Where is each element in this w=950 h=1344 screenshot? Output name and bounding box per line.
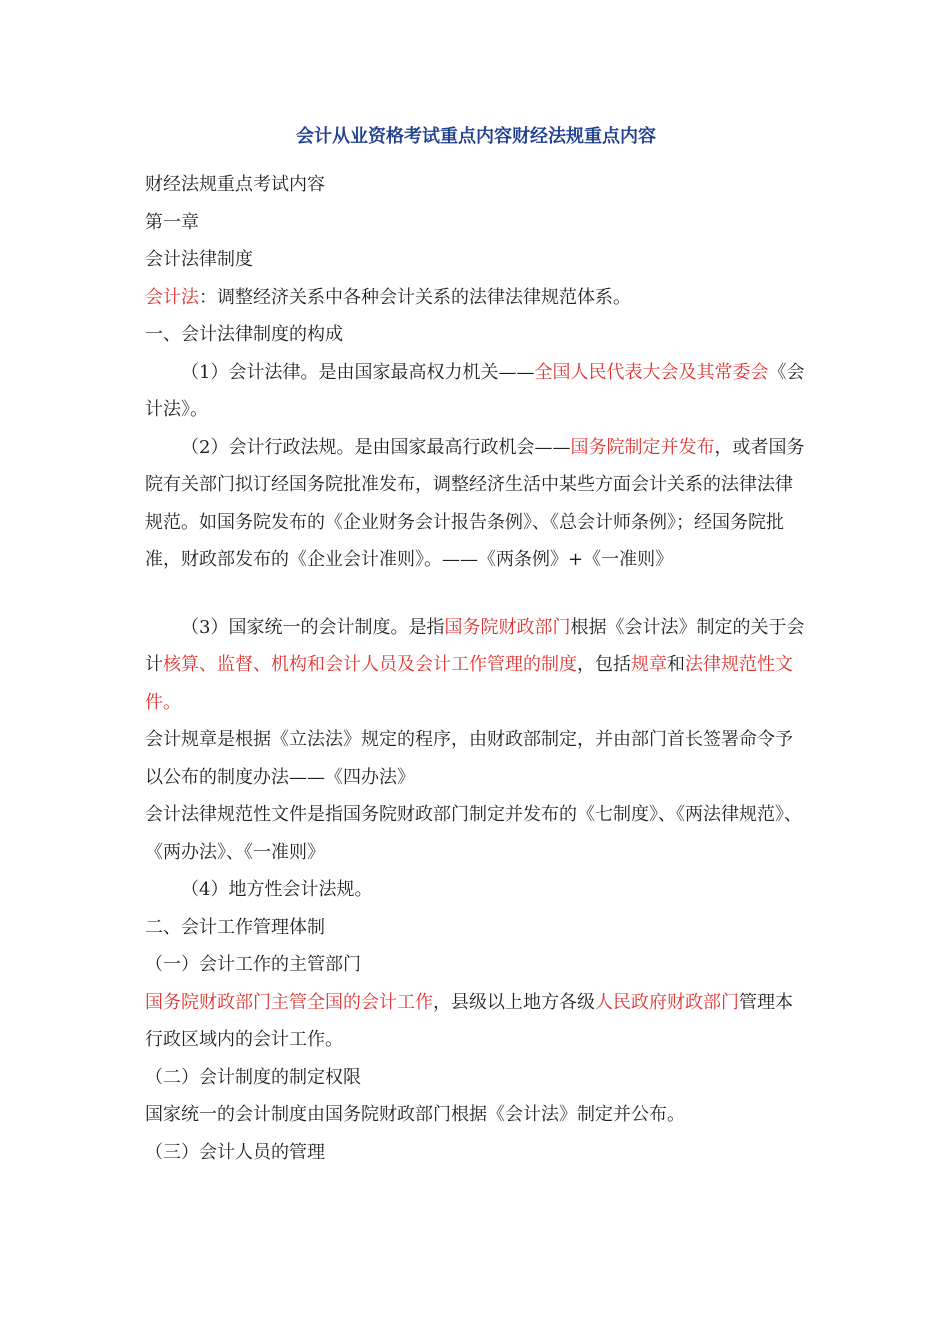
paragraph: 会计法律规范性文件是指国务院财政部门制定并发布的《七制度》、《两法律规范》、《两办法》、《一准则》 bbox=[145, 804, 802, 863]
text-span: 和 bbox=[667, 654, 685, 675]
paragraph bbox=[145, 984, 807, 1059]
text-span: ：调整经济关系中各种会计关系的法律法律规范体系。 bbox=[199, 286, 631, 308]
spacer bbox=[145, 579, 807, 609]
paragraph bbox=[145, 429, 807, 579]
subsection-heading: （二）会计制度的制定权限 bbox=[145, 1066, 361, 1088]
text-span: ，包括 bbox=[577, 654, 631, 675]
text-span: ，或者国务院有关部门拟订经国务院批准发布，调整经济生活中某些方面会计关系的法律法律规范。如国务院发布的《企业财务会计报告条例》、《总会计师条例》；经国务院批准，财政部发布的《企业会计准则》。——《两条例》+《一准则》 bbox=[145, 436, 805, 570]
text-span: （2）会计行政法规。是由国家最高行政机会—— bbox=[181, 436, 571, 458]
section-heading: 一、会计法律制度的构成 bbox=[145, 324, 343, 345]
paragraph: 国家统一的会计制度由国务院财政部门根据《会计法》制定并公布。 bbox=[145, 1104, 685, 1125]
definition-paragraph bbox=[145, 279, 807, 317]
highlight-text: 法律规范性文件。 bbox=[145, 654, 793, 713]
highlight-text: 人民政府财政部门 bbox=[595, 991, 739, 1013]
text-span: 根据《会计法》制定的关于会计 bbox=[145, 616, 805, 675]
highlight-text: 会计法 bbox=[145, 286, 199, 308]
section-heading: 二、会计工作管理体制 bbox=[145, 916, 325, 938]
document-body bbox=[145, 118, 807, 1171]
chapter-title: 会计法律制度 bbox=[145, 249, 253, 270]
chapter-heading: 第一章 bbox=[145, 211, 199, 233]
paragraph: 会计规章是根据《立法法》规定的程序，由财政部制定，并由部门首长签署命令予以公布的制度办法——《四办法》 bbox=[145, 729, 793, 788]
highlight-text: 核算、监督、机构和会计人员及会计工作管理的制度 bbox=[163, 654, 577, 675]
text-span: 《会计法》。 bbox=[145, 361, 805, 420]
subsection-heading: （三）会计人员的管理 bbox=[145, 1141, 325, 1163]
document-title: 会计从业资格考试重点内容财经法规重点内容 bbox=[296, 126, 656, 147]
paragraph bbox=[145, 609, 807, 722]
paragraph: 财经法规重点考试内容 bbox=[145, 174, 325, 195]
text-span: （1）会计法律。是由国家最高权力机关—— bbox=[181, 361, 535, 383]
text-span: （3）国家统一的会计制度。是指 bbox=[181, 616, 445, 638]
highlight-text: 国务院财政部门主管全国的会计工作 bbox=[145, 991, 433, 1013]
highlight-text: 国务院制定并发布 bbox=[570, 436, 715, 458]
highlight-text: 国务院财政部门 bbox=[444, 616, 571, 638]
text-span: ，县级以上地方各级 bbox=[433, 991, 595, 1013]
subsection-heading: （一）会计工作的主管部门 bbox=[145, 954, 361, 975]
paragraph bbox=[145, 354, 807, 429]
highlight-text: 全国人民代表大会及其常委会 bbox=[534, 361, 769, 383]
highlight-text: 规章 bbox=[631, 654, 667, 675]
text-span: 管理本行政区域内的会计工作。 bbox=[145, 991, 793, 1050]
paragraph: （4）地方性会计法规。 bbox=[181, 879, 373, 900]
